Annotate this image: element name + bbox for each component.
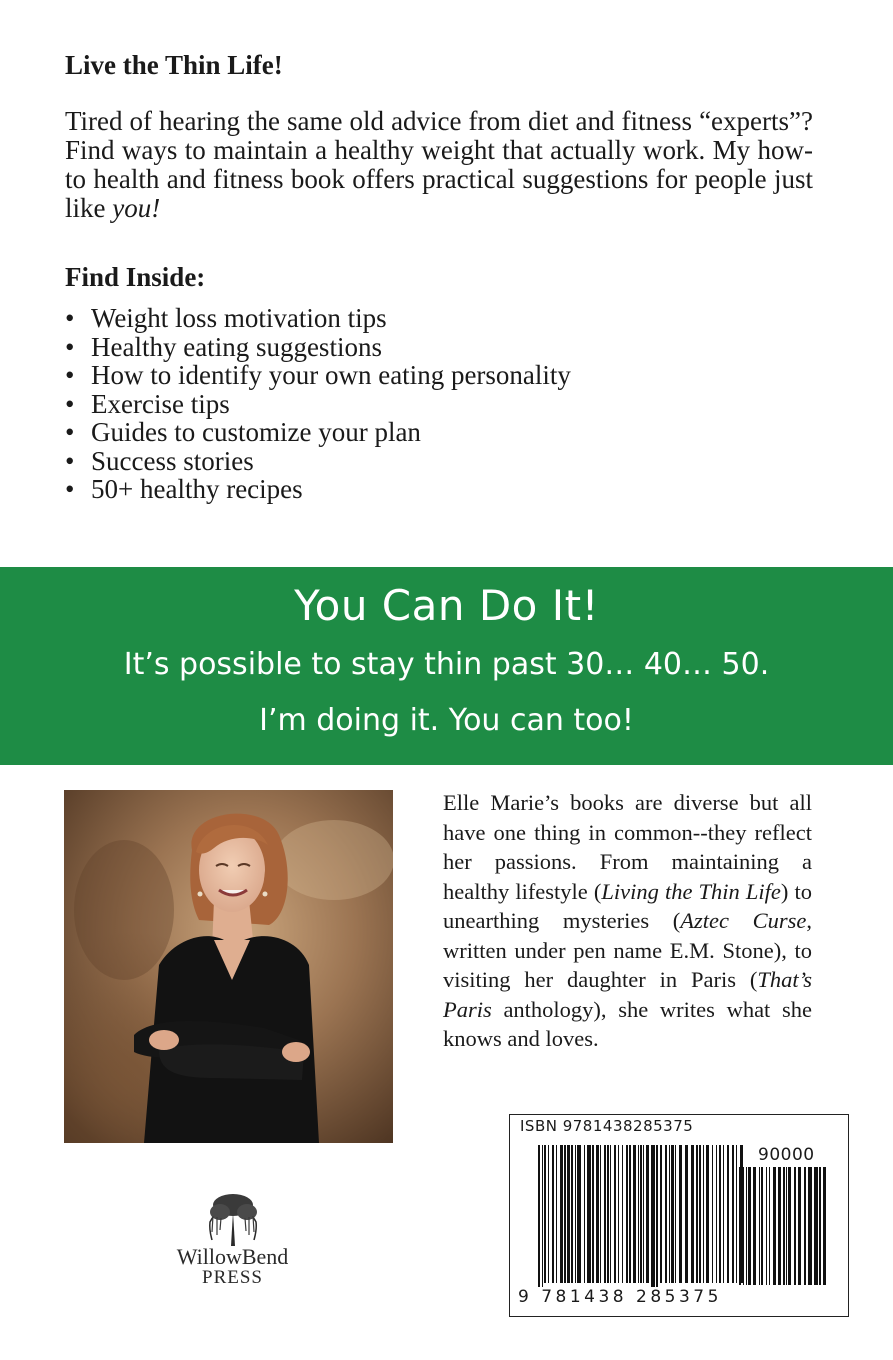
barcode-bar (646, 1145, 649, 1283)
barcode-bar (753, 1167, 756, 1285)
barcode-bar (571, 1145, 573, 1283)
barcode-bar (544, 1145, 546, 1283)
barcode-bar (643, 1145, 644, 1283)
barcode-bar (823, 1167, 826, 1285)
barcode-bar (743, 1167, 744, 1285)
isbn-label: ISBN 9781438285375 (520, 1117, 694, 1135)
willow-tree-icon (165, 1190, 300, 1248)
list-item (65, 304, 571, 333)
barcode-bar (629, 1145, 631, 1283)
list-item-label: 50+ healthy recipes (91, 474, 303, 504)
barcode-bar (626, 1145, 628, 1283)
bio-text: Elle Marie’s books are diverse but all have one thing in common--they reflect her passions. From maintaining a healthy lifestyle ( (443, 790, 812, 904)
barcode-bar (640, 1145, 642, 1283)
barcode-bar (804, 1167, 806, 1285)
barcode-bar (736, 1145, 737, 1283)
barcode-bar (719, 1145, 721, 1283)
barcode-bar (575, 1145, 576, 1283)
intro-emphasis: you! (112, 193, 161, 223)
cover-heading: Live the Thin Life! (65, 50, 283, 80)
barcode-bar (656, 1145, 658, 1305)
barcode-bar (587, 1145, 591, 1283)
barcode-bar (696, 1145, 698, 1283)
barcode-bar (552, 1145, 554, 1283)
addon-barcode-bars (739, 1167, 827, 1307)
list-item-label: Guides to customize your plan (91, 417, 421, 447)
intro-paragraph (65, 107, 813, 223)
list-item-label: Healthy eating suggestions (91, 331, 382, 362)
barcode-bar (584, 1145, 585, 1283)
bio-book-title: Aztec Curse (680, 908, 807, 933)
features-list (65, 304, 571, 504)
barcode-bar (607, 1145, 609, 1283)
barcode-bar (548, 1145, 549, 1283)
barcode-bar (633, 1145, 636, 1283)
barcode-bar (671, 1145, 674, 1283)
bio-book-title: That’s Paris (443, 967, 812, 1022)
barcode-bar (699, 1145, 701, 1283)
bullet-icon: • (65, 445, 75, 476)
barcode-bar (556, 1145, 557, 1283)
green-banner (0, 567, 893, 765)
barcode-bar (808, 1167, 812, 1285)
barcode-bar (691, 1145, 694, 1283)
barcode-bar (748, 1167, 751, 1285)
barcode-bar (600, 1145, 601, 1283)
barcode-bar (761, 1167, 763, 1285)
bullet-icon: • (65, 474, 75, 504)
publisher-name: WillowBend (176, 1244, 289, 1269)
list-item-label: Success stories (91, 445, 254, 476)
barcode-bar (679, 1145, 682, 1283)
list-item (65, 361, 571, 390)
price-code: 90000 (758, 1145, 815, 1165)
barcode-bar (577, 1145, 581, 1283)
bullet-icon: • (65, 417, 75, 447)
intro-text: Tired of hearing the same old advice from diet and fitness “experts”? Find ways to maintain a healthy weight that actually work. My how-to health and fitness book offers practical suggestions for people just like (65, 106, 813, 223)
barcode-bar (759, 1167, 760, 1285)
barcode-bar (564, 1145, 566, 1283)
barcode-bar (560, 1145, 563, 1283)
banner-title: You Can Do It! (294, 581, 599, 630)
barcode-bar (786, 1167, 787, 1285)
barcode-bar (739, 1167, 741, 1285)
barcode-bar (814, 1167, 818, 1285)
isbn-digits: 9 781438 285375 (518, 1287, 722, 1307)
barcode-bar (638, 1145, 639, 1283)
barcode-bar (675, 1145, 676, 1283)
barcode-bar (665, 1145, 667, 1283)
list-item (65, 390, 571, 419)
bio-text: ) to unearthing mysteries ( (443, 878, 812, 933)
author-photo (64, 790, 393, 1143)
list-item-label: How to identify your own eating personality (91, 360, 571, 390)
barcode-bar (798, 1167, 801, 1285)
bio-text: , written under pen name E.M. Stone), to visiting her daughter in Paris ( (443, 908, 812, 992)
isbn-barcode (509, 1114, 849, 1317)
barcode-bar (596, 1145, 599, 1283)
barcode-bar (614, 1145, 616, 1283)
author-bio (443, 788, 812, 1054)
barcode-bar (703, 1145, 704, 1283)
barcode-bar (773, 1167, 776, 1285)
bullet-icon: • (65, 331, 75, 362)
list-item (65, 475, 571, 504)
publisher-logo (165, 1190, 300, 1295)
barcode-bar (732, 1145, 734, 1283)
barcode-bar (706, 1145, 709, 1283)
bio-text: anthology), she writes what she knows and loves. (443, 996, 812, 1051)
list-item (65, 447, 571, 476)
banner-tagline-1: It’s possible to stay thin past 30… 40… 50. (123, 647, 770, 682)
barcode-bar (651, 1145, 655, 1305)
barcode-bar (783, 1167, 785, 1285)
bullet-icon: • (65, 360, 75, 390)
barcode-bar (618, 1145, 619, 1283)
list-item (65, 333, 571, 362)
barcode-bars (538, 1145, 744, 1305)
barcode-bar (567, 1145, 570, 1283)
barcode-bar (727, 1145, 729, 1283)
barcode-bar (788, 1167, 791, 1285)
barcode-bar (794, 1167, 796, 1285)
banner-tagline-2: I’m doing it. You can too! (259, 703, 634, 738)
barcode-bar (542, 1145, 543, 1305)
list-item-label: Weight loss motivation tips (91, 303, 387, 333)
publisher-press: PRESS (202, 1267, 263, 1288)
bullet-icon: • (65, 388, 75, 419)
barcode-bar (723, 1145, 724, 1283)
barcode-bar (819, 1167, 821, 1285)
find-inside-heading: Find Inside: (65, 262, 206, 292)
bio-book-title: Living the Thin Life (601, 878, 781, 904)
barcode-bar (660, 1145, 662, 1283)
barcode-bar (716, 1145, 717, 1283)
barcode-bar (622, 1145, 623, 1283)
barcode-bar (592, 1145, 594, 1283)
barcode-bar (746, 1167, 747, 1285)
barcode-bar (769, 1167, 770, 1285)
list-item (65, 418, 571, 447)
list-item-label: Exercise tips (91, 388, 230, 419)
barcode-bar (685, 1145, 688, 1283)
barcode-bar (766, 1167, 767, 1285)
bullet-icon: • (65, 303, 75, 333)
barcode-bar (778, 1167, 781, 1285)
barcode-bar (610, 1145, 611, 1283)
barcode-bar (604, 1145, 606, 1283)
barcode-bar (538, 1145, 540, 1305)
barcode-bar (712, 1145, 713, 1283)
barcode-bar (669, 1145, 670, 1283)
